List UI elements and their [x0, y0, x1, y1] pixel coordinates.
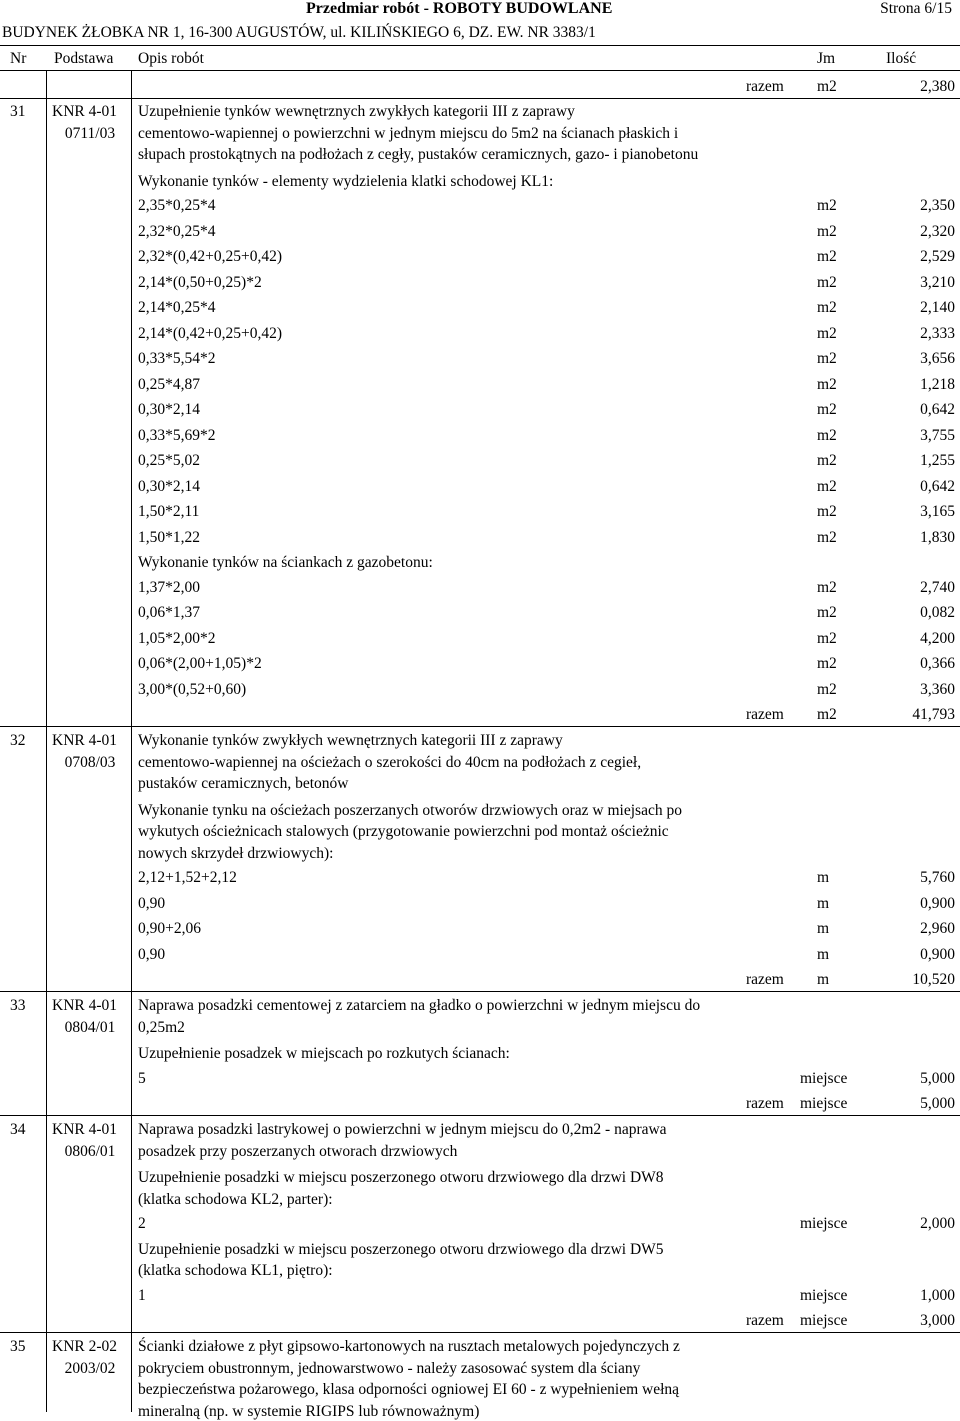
razem-unit: miejsce: [800, 1095, 848, 1112]
razem-label: razem: [746, 706, 784, 723]
line-unit: m2: [817, 401, 837, 418]
line-unit: m: [817, 945, 830, 963]
line-unit: m2: [817, 248, 837, 265]
line-quantity: 0,366: [920, 655, 955, 672]
razem-value: 41,793: [912, 706, 955, 723]
calc-expression: 2,14*(0,42+0,25+0,42): [138, 324, 283, 342]
col-header-jm: Jm: [817, 50, 836, 67]
item-basis-code: KNR 4-01: [52, 997, 118, 1014]
calc-expression: 3,00*(0,52+0,60): [138, 680, 247, 698]
line-quantity: 2,960: [920, 920, 955, 937]
line-quantity: 0,900: [920, 945, 955, 963]
razem-value: 5,000: [920, 1095, 955, 1112]
line-unit: m: [817, 869, 830, 886]
item-description: 0,25m2: [138, 1018, 185, 1036]
calc-expression: 0,25*5,02: [138, 452, 200, 469]
line-quantity: 0,900: [920, 894, 955, 912]
line-unit: m2: [817, 578, 837, 596]
line-unit: miejsce: [800, 1069, 848, 1087]
line-quantity: 3,755: [920, 426, 955, 444]
item-description: słupach prostokątnych na podłożach z cegły, pustaków ceramicznych, gazo- i pianobetonu: [138, 146, 699, 163]
col-rule-1: [46, 70, 47, 1412]
calc-expression: 2,32*0,25*4: [138, 222, 216, 240]
line-quantity: 2,320: [920, 222, 955, 240]
razem-unit: m2: [817, 78, 837, 95]
calc-expression: 0,30*2,14: [138, 477, 200, 495]
calc-expression: 2,32*(0,42+0,25+0,42): [138, 248, 283, 265]
line-quantity: 2,000: [920, 1215, 955, 1232]
line-unit: m2: [817, 426, 837, 444]
calc-expression: 2: [138, 1215, 146, 1232]
col-rule-2: [131, 70, 132, 1412]
calc-expression: 2,35*0,25*4: [138, 197, 216, 214]
line-quantity: 0,642: [920, 401, 955, 418]
sub-heading: (klatka schodowa KL2, parter):: [138, 1190, 333, 1208]
item-basis-code: 0804/01: [64, 1019, 116, 1036]
item-number: 31: [10, 103, 26, 120]
line-unit: m2: [817, 452, 837, 469]
razem-value: 3,000: [920, 1312, 955, 1329]
project-address: BUDYNEK ŻŁOBKA NR 1, 16-300 AUGUSTÓW, ul. KILIŃSKIEGO 6, DZ. EW. NR 3383/1: [2, 24, 596, 41]
line-unit: m2: [817, 503, 837, 520]
line-unit: m: [817, 894, 830, 912]
calc-expression: 1,50*1,22: [138, 528, 200, 546]
razem-label: razem: [746, 1312, 784, 1329]
col-header-ilosc: Ilość: [886, 50, 917, 67]
calc-expression: 0,06*1,37: [138, 604, 200, 621]
line-quantity: 3,165: [920, 503, 955, 520]
calc-expression: 2,14*(0,50+0,25)*2: [138, 273, 262, 291]
line-quantity: 0,082: [920, 604, 955, 621]
sub-heading: wykutych ościeżnicach stalowych (przygotowanie powierzchni pod montaż ościeżnic: [138, 823, 669, 840]
item-basis-code: 0806/01: [64, 1143, 116, 1160]
sub-heading: (klatka schodowa KL1, piętro):: [138, 1262, 333, 1279]
document-title: Przedmiar robót - ROBOTY BUDOWLANE: [306, 0, 613, 17]
line-quantity: 3,210: [920, 273, 955, 291]
line-quantity: 3,656: [920, 350, 955, 367]
line-quantity: 1,255: [920, 452, 955, 469]
item-basis-code: 0708/03: [64, 754, 116, 771]
row-separator: [0, 1115, 960, 1116]
item-description: cementowo-wapiennej na ościeżach o szerokości do 40cm na podłożach z cegieł,: [138, 753, 642, 771]
item-basis-code: KNR 2-02: [52, 1338, 118, 1355]
calc-expression: 5: [138, 1069, 146, 1087]
line-unit: m2: [817, 655, 837, 672]
line-quantity: 2,529: [920, 248, 955, 265]
calc-expression: 0,06*(2,00+1,05)*2: [138, 655, 262, 672]
item-basis-code: KNR 4-01: [52, 732, 118, 749]
calc-expression: 1,05*2,00*2: [138, 629, 216, 647]
item-description: bezpieczeństwa pożarowego, klasa odporności ogniowej EI 60 - z wypełnieniem wełną: [138, 1381, 680, 1398]
line-unit: m2: [817, 299, 837, 316]
line-unit: m: [817, 920, 830, 937]
line-unit: m2: [817, 604, 837, 621]
row-separator: [0, 991, 960, 992]
line-unit: m2: [817, 197, 837, 214]
razem-value: 2,380: [920, 78, 955, 95]
calc-expression: 2,12+1,52+2,12: [138, 869, 237, 886]
item-basis-code: 0711/03: [64, 125, 116, 142]
line-unit: m2: [817, 222, 837, 240]
sub-heading: Wykonanie tynków na ściankach z gazobetonu:: [138, 554, 433, 571]
row-separator: [0, 726, 960, 727]
razem-value: 10,520: [912, 971, 955, 988]
calc-expression: 0,33*5,69*2: [138, 426, 216, 444]
line-quantity: 1,000: [920, 1286, 955, 1304]
line-unit: m2: [817, 273, 837, 291]
item-description: Naprawa posadzki lastrykowej o powierzchni w jednym miejscu do 0,2m2 - naprawa: [138, 1121, 667, 1138]
calc-expression: 1,37*2,00: [138, 578, 200, 596]
item-number: 33: [10, 997, 26, 1014]
line-unit: m2: [817, 528, 837, 546]
item-description: Ścianki działowe z płyt gipsowo-kartonowych na rusztach metalowych pojedynczych z: [138, 1338, 680, 1355]
item-number: 32: [10, 732, 26, 749]
item-basis-code: 2003/02: [64, 1360, 116, 1377]
calc-expression: 0,90: [138, 894, 166, 912]
line-quantity: 2,140: [920, 299, 955, 316]
calc-expression: 1,50*2,11: [138, 503, 200, 520]
line-unit: m2: [817, 629, 837, 647]
line-unit: m2: [817, 324, 837, 342]
item-description: pustaków ceramicznych, betonów: [138, 775, 349, 792]
line-unit: m2: [817, 350, 837, 367]
line-quantity: 1,218: [920, 375, 955, 393]
razem-unit: m: [817, 971, 830, 988]
razem-unit: miejsce: [800, 1312, 848, 1329]
line-unit: m2: [817, 477, 837, 495]
calc-expression: 0,33*5,54*2: [138, 350, 216, 367]
line-unit: miejsce: [800, 1215, 848, 1232]
item-description: posadzek przy poszerzanych otworach drzwiowych: [138, 1142, 458, 1160]
sub-heading: Wykonanie tynków - elementy wydzielenia klatki schodowej KL1:: [138, 172, 554, 190]
line-unit: m2: [817, 680, 837, 698]
row-separator: [0, 98, 960, 99]
line-quantity: 0,642: [920, 477, 955, 495]
page-number: Strona 6/15: [880, 0, 952, 17]
col-header-podstawa: Podstawa: [54, 50, 114, 67]
sub-heading: nowych skrzydeł drzwiowych):: [138, 844, 334, 862]
item-description: Naprawa posadzki cementowej z zatarciem na gładko o powierzchni w jednym miejscu do: [138, 997, 701, 1014]
sub-heading: Uzupełnienie posadzki w miejscu poszerzonego otworu drzwiowego dla drzwi DW5: [138, 1240, 664, 1258]
razem-label: razem: [746, 1095, 784, 1112]
calc-expression: 0,90+2,06: [138, 920, 201, 937]
line-quantity: 2,740: [920, 578, 955, 596]
line-unit: miejsce: [800, 1286, 848, 1304]
calc-expression: 0,90: [138, 945, 166, 963]
item-description: cementowo-wapiennej o powierzchni w jednym miejscu do 5m2 na ścianach płaskich i: [138, 124, 679, 142]
item-description: mineralną (np. w systemie RIGIPS lub równoważnym): [138, 1402, 480, 1420]
calc-expression: 2,14*0,25*4: [138, 299, 216, 316]
razem-unit: m2: [817, 706, 837, 723]
sub-heading: Uzupełnienie posadzek w miejscach po rozkutych ścianach:: [138, 1045, 510, 1062]
razem-label: razem: [746, 78, 784, 95]
line-quantity: 4,200: [920, 629, 955, 647]
line-quantity: 5,000: [920, 1069, 955, 1087]
sub-heading: Wykonanie tynku na ościeżach poszerzanych otworów drzwiowych oraz w miejsach po: [138, 801, 682, 819]
item-number: 34: [10, 1121, 26, 1138]
item-description: Uzupełnienie tynków wewnętrznych zwykłych kategorii III z zaprawy: [138, 103, 575, 120]
calc-expression: 1: [138, 1286, 146, 1304]
line-quantity: 5,760: [920, 869, 955, 886]
header-rule-top: [0, 45, 960, 46]
line-quantity: 2,350: [920, 197, 955, 214]
razem-label: razem: [746, 971, 784, 988]
item-basis-code: KNR 4-01: [52, 103, 118, 120]
sub-heading: Uzupełnienie posadzki w miejscu poszerzonego otworu drzwiowego dla drzwi DW8: [138, 1169, 664, 1186]
calc-expression: 0,25*4,87: [138, 375, 200, 393]
line-unit: m2: [817, 375, 837, 393]
item-description: Wykonanie tynków zwykłych wewnętrznych kategorii III z zaprawy: [138, 732, 563, 749]
col-header-opis: Opis robót: [138, 50, 204, 67]
line-quantity: 1,830: [920, 528, 955, 546]
col-header-nr: Nr: [10, 50, 27, 67]
item-number: 35: [10, 1338, 26, 1355]
calc-expression: 0,30*2,14: [138, 401, 200, 418]
line-quantity: 2,333: [920, 324, 955, 342]
row-separator: [0, 1332, 960, 1333]
header-rule-bottom: [0, 70, 960, 71]
line-quantity: 3,360: [920, 680, 955, 698]
item-basis-code: KNR 4-01: [52, 1121, 118, 1138]
item-description: pokryciem obustronnym, jednowarstwowo - należy zasosować system dla ściany: [138, 1359, 641, 1377]
